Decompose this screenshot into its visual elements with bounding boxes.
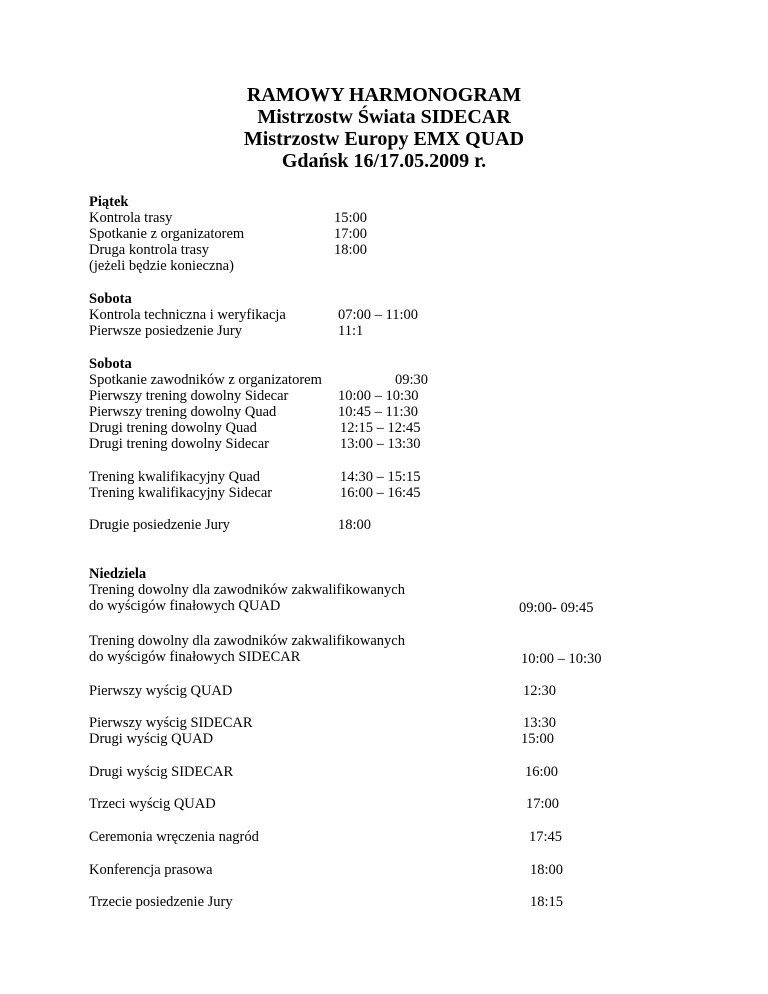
schedule-time: 18:00 bbox=[334, 242, 368, 258]
schedule-label: Trening kwalifikacyjny Quad bbox=[89, 469, 261, 485]
schedule-label: Trening dowolny dla zawodników zakwalifikowanych bbox=[89, 633, 405, 649]
schedule-time: 12:30 bbox=[523, 683, 557, 699]
sunday-heading: Niedziela bbox=[89, 566, 147, 582]
schedule-time: 17:00 bbox=[334, 226, 368, 242]
schedule-label: Trzecie posiedzenie Jury bbox=[89, 894, 233, 910]
schedule-time: 16:00 – 16:45 bbox=[340, 485, 421, 501]
schedule-label: Konferencja prasowa bbox=[89, 862, 213, 878]
schedule-time: 18:15 bbox=[530, 894, 564, 910]
schedule-label: Ceremonia wręczenia nagród bbox=[89, 829, 259, 845]
schedule-label: Spotkanie z organizatorem bbox=[89, 226, 245, 242]
schedule-label: Drugi wyścig QUAD bbox=[89, 731, 214, 747]
schedule-time: 10:00 – 10:30 bbox=[338, 388, 419, 404]
schedule-time: 13:30 bbox=[523, 715, 557, 731]
schedule-label: Drugi trening dowolny Quad bbox=[89, 420, 257, 436]
schedule-time: 17:45 bbox=[529, 829, 563, 845]
title-line: Mistrzostw Świata SIDECAR bbox=[257, 106, 511, 128]
schedule-label: Drugi wyścig SIDECAR bbox=[89, 764, 234, 780]
schedule-label: Trening kwalifikacyjny Sidecar bbox=[89, 485, 273, 501]
schedule-time: 18:00 bbox=[338, 517, 372, 533]
schedule-label: Spotkanie zawodników z organizatorem bbox=[89, 372, 322, 388]
schedule-label: Pierwszy trening dowolny Sidecar bbox=[89, 388, 289, 404]
schedule-label: (jeżeli będzie konieczna) bbox=[89, 258, 234, 274]
schedule-time: 15:00 bbox=[334, 210, 368, 226]
schedule-time: 09:00- 09:45 bbox=[519, 600, 594, 616]
friday-heading: Piątek bbox=[89, 194, 129, 210]
schedule-time: 14:30 – 15:15 bbox=[340, 469, 421, 485]
schedule-time: 15:00 bbox=[521, 731, 555, 747]
schedule-label: Trzeci wyścig QUAD bbox=[89, 796, 216, 812]
schedule-label: Pierwsze posiedzenie Jury bbox=[89, 323, 243, 339]
schedule-time: 17:00 bbox=[526, 796, 560, 812]
schedule-label: Pierwszy wyścig QUAD bbox=[89, 683, 233, 699]
saturday-heading: Sobota bbox=[89, 356, 132, 372]
schedule-label: do wyścigów finałowych QUAD bbox=[89, 598, 281, 614]
title-line: RAMOWY HARMONOGRAM bbox=[246, 84, 522, 106]
schedule-label: Drugi trening dowolny Sidecar bbox=[89, 436, 270, 452]
title-line: Gdańsk 16/17.05.2009 r. bbox=[281, 150, 487, 172]
schedule-time: 11:1 bbox=[338, 323, 364, 339]
saturday-heading: Sobota bbox=[89, 291, 132, 307]
schedule-label: Kontrola techniczna i weryfikacja bbox=[89, 307, 286, 323]
title-line: Mistrzostw Europy EMX QUAD bbox=[243, 128, 525, 150]
schedule-label: Trening dowolny dla zawodników zakwalifikowanych bbox=[89, 582, 405, 598]
schedule-label: Pierwszy trening dowolny Quad bbox=[89, 404, 277, 420]
schedule-label: Drugie posiedzenie Jury bbox=[89, 517, 230, 533]
schedule-time: 16:00 bbox=[525, 764, 559, 780]
schedule-time: 09:30 bbox=[395, 372, 429, 388]
schedule-time: 10:45 – 11:30 bbox=[338, 404, 419, 420]
schedule-label: Kontrola trasy bbox=[89, 210, 173, 226]
schedule-time: 12:15 – 12:45 bbox=[340, 420, 421, 436]
document-title bbox=[0, 84, 768, 172]
schedule-time: 07:00 – 11:00 bbox=[338, 307, 419, 323]
schedule-time: 10:00 – 10:30 bbox=[521, 651, 602, 667]
schedule-time: 13:00 – 13:30 bbox=[340, 436, 421, 452]
schedule-label: Druga kontrola trasy bbox=[89, 242, 209, 258]
schedule-label: Pierwszy wyścig SIDECAR bbox=[89, 715, 253, 731]
schedule-label: do wyścigów finałowych SIDECAR bbox=[89, 649, 301, 665]
schedule-time: 18:00 bbox=[530, 862, 564, 878]
